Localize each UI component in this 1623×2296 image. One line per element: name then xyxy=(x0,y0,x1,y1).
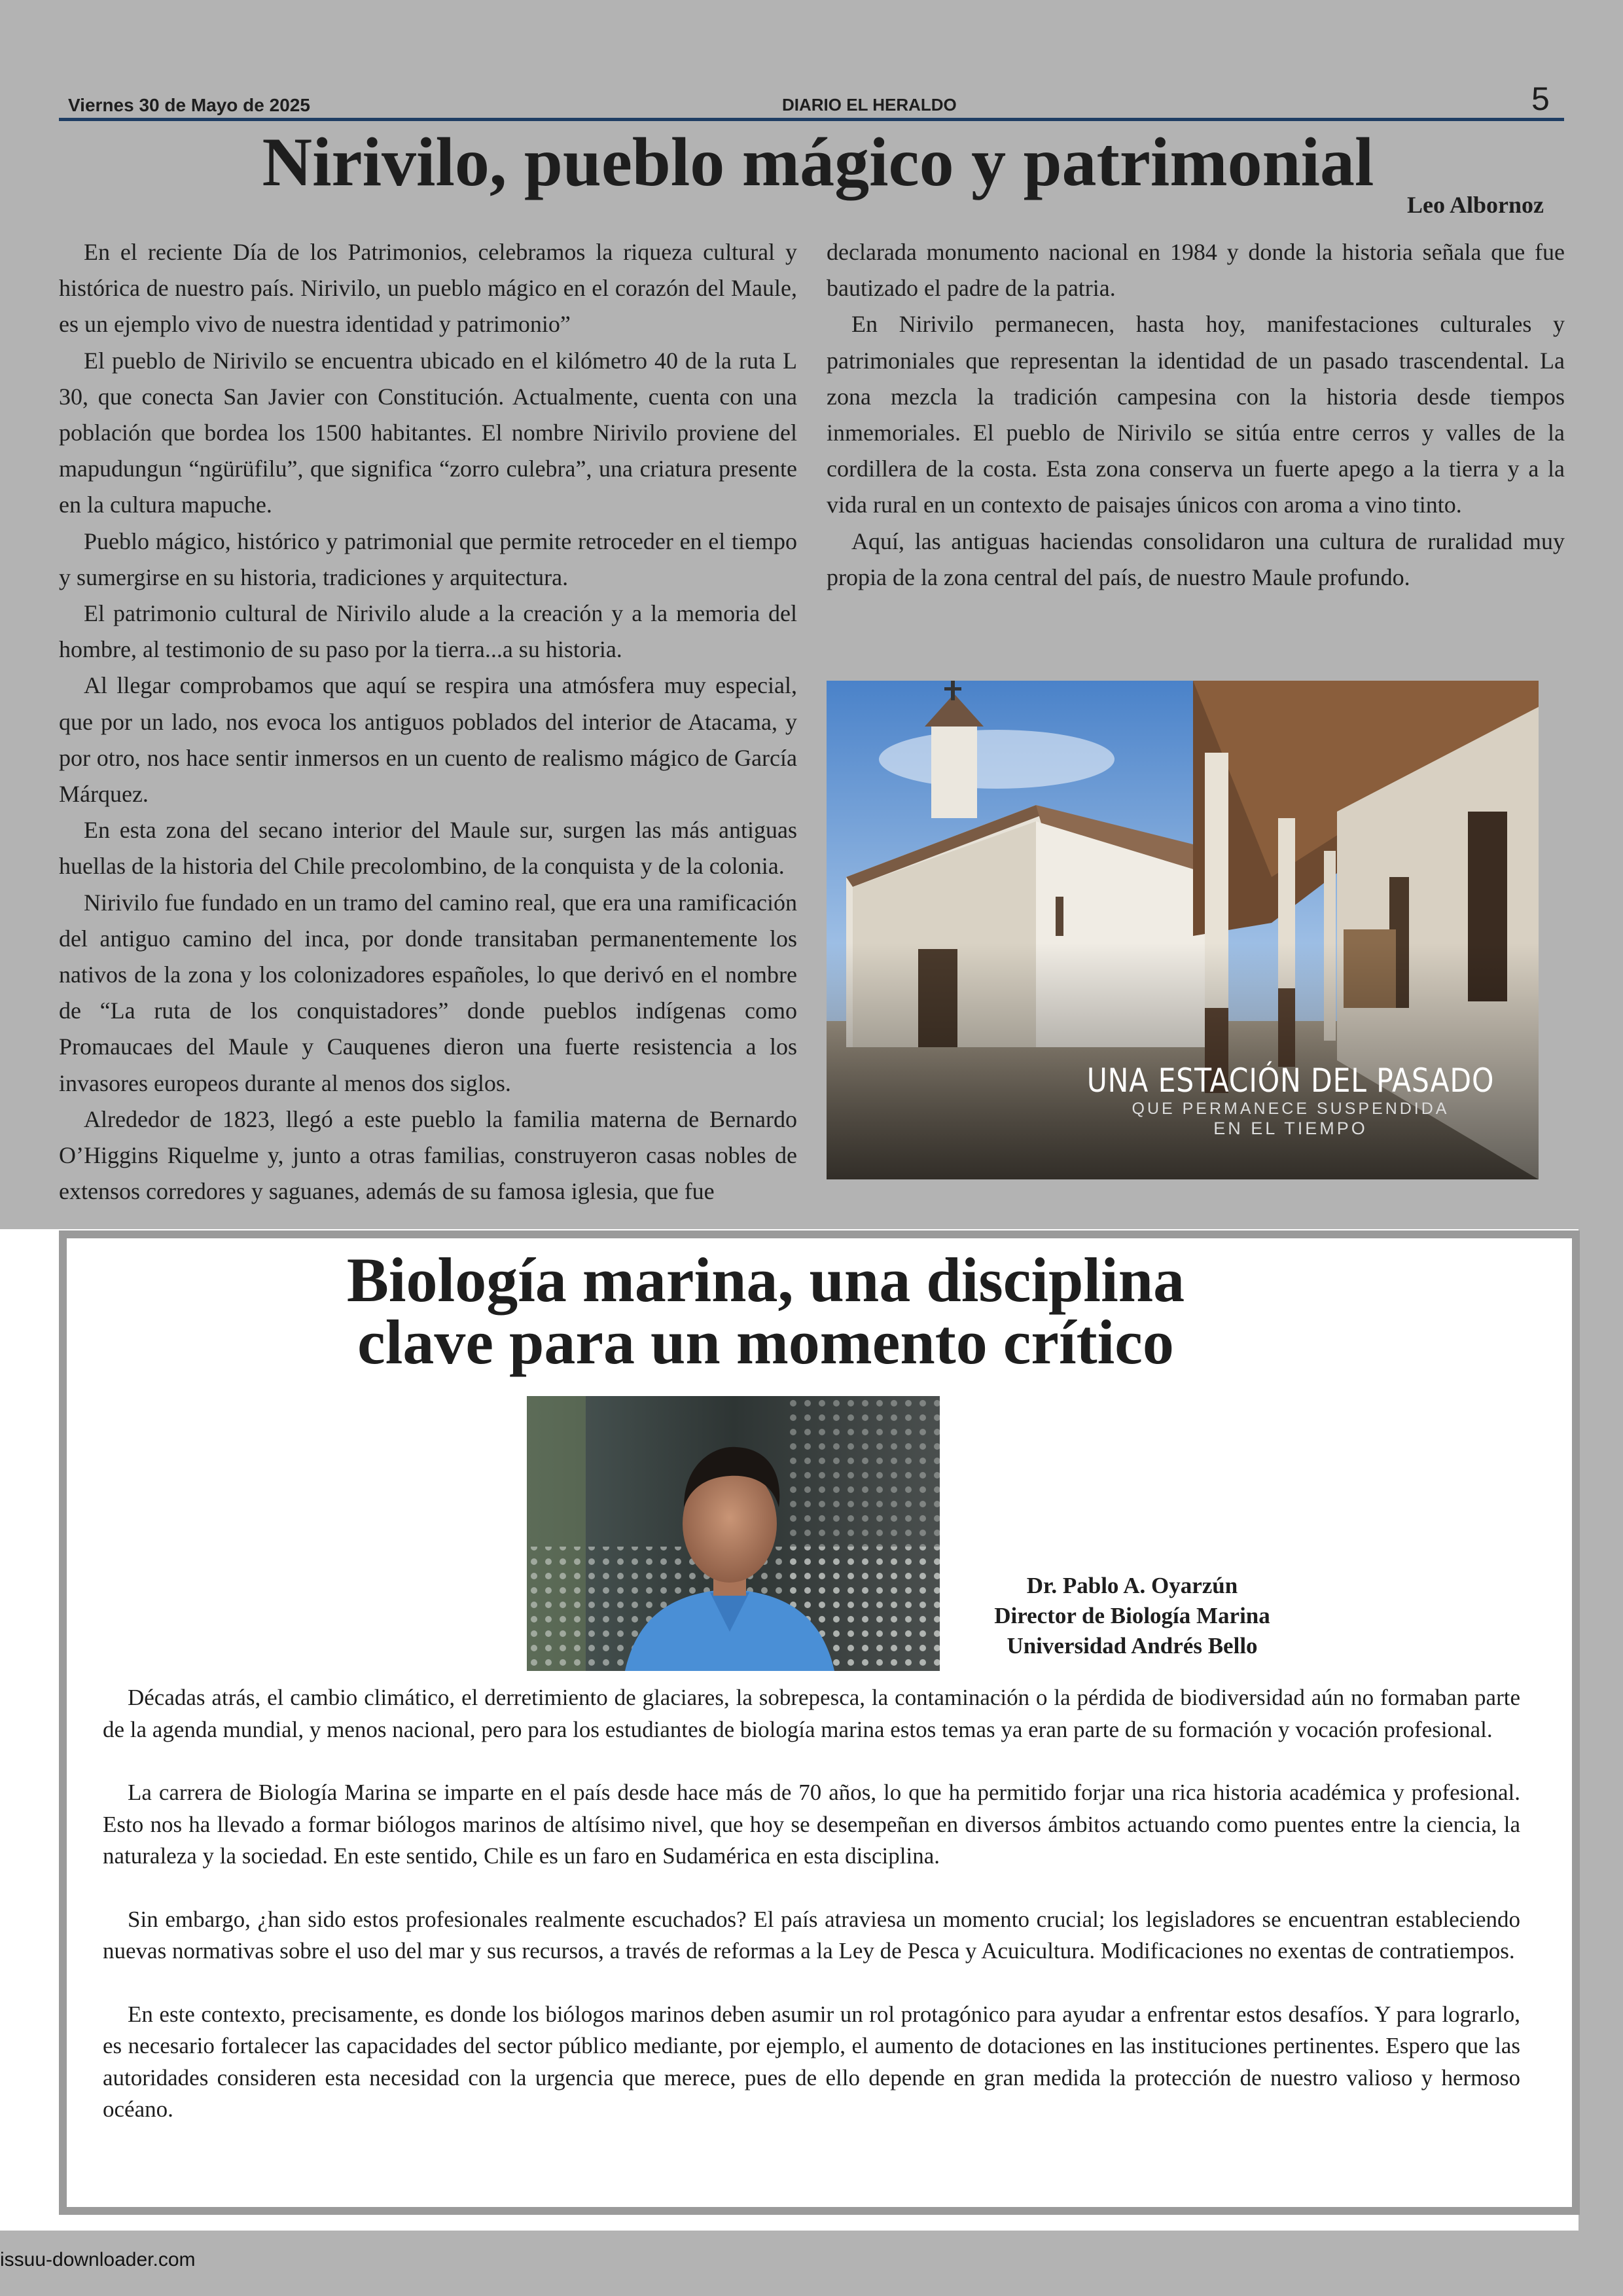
paragraph: Nirivilo fue fundado en un tramo del camino real, que era una ramificación del antiguo camino del inca, por donde transitaban permanentemente los nativos de la zona y los colonizadores españoles, lo que derivó en el nombre de “La ruta de los conquistadores” donde pueblos indígenas como Promaucaes del Maule y Cauquenes dieron una fuerte resistencia a los invasores europeos durante al menos dos siglos. xyxy=(59,889,797,1096)
paragraph: El pueblo de Nirivilo se encuentra ubicado en el kilómetro 40 de la ruta L 30, que conecta San Javier con Constitución. Actualmente, cuenta con una población que bordea los 1500 habitantes. El nombre Nirivilo proviene del mapudungun “ngürüfilu”, que significa “zorro culebra”, una criatura presente en la cultura mapuche. xyxy=(59,347,797,518)
author-name: Dr. Pablo A. Oyarzún xyxy=(1026,1573,1238,1598)
paragraph: La carrera de Biología Marina se imparte en el país desde hace más de 70 años, lo que ha permitido forjar una rica historia académica y profesional. Esto nos ha llevado a formar biólogos marinos de altísimo nivel, que hoy se desempeñan en diversos ámbitos actuando como puentes entre la ciencia, la naturaleza y la sociedad. En este sentido, Chile es un faro en Sudamérica en esta disciplina. xyxy=(103,1780,1520,1869)
paragraph: En este contexto, precisamente, es donde los biólogos marinos deben asumir un rol protagónico para ayudar a enfrentar estos desafíos. Y para lograrlo, es necesario fortalecer las capacidades del sector público mediante, por ejemplo, el aumento de dotaciones en las instituciones pertinentes. Espero que las autoridades consideren esta necesidad con la urgencia que merece, pues de ello depende en gran medida la protección de nuestro valioso y hermoso océano. xyxy=(103,2001,1520,2122)
paragraph: Al llegar comprobamos que aquí se respira una atmósfera muy especial, que por un lado, nos evoca los antiguos poblados del interior de Atacama, y por otro, nos hace sentir inmersos en un cuento de realismo mágico de García Márquez. xyxy=(59,672,797,808)
title-line-1: Biología marina, una disciplina xyxy=(346,1245,1185,1315)
author-role: Director de Biología Marina xyxy=(994,1603,1270,1628)
paragraph: Sin embargo, ¿han sido estos profesionales realmente escuchados? El país atraviesa un momento crucial; los legisladores se encuentran estableciendo nuevas normativas sobre el uso del mar y sus recursos, a través de reformas a la Ley de Pesca y Acuicultura. Modificaciones no exentas de contratiempos. xyxy=(103,1906,1520,1964)
paragraph: declarada monumento nacional en 1984 y donde la historia señala que fue bautizado el padre de la patria. xyxy=(827,239,1565,302)
article-author: Leo Albornoz xyxy=(1407,192,1544,218)
title-line-2: clave para un momento crítico xyxy=(357,1307,1174,1377)
article-column-right xyxy=(827,234,1565,596)
portrait-illustration xyxy=(527,1396,940,1671)
paragraph: Décadas atrás, el cambio climático, el derretimiento de glaciares, la sobrepesca, la contaminación o la pérdida de biodiversidad aún no formaban parte de la agenda mundial, y menos nacional, pero para los estudiantes de biología marina estos temas ya eran parte de su formación y vocación profesional. xyxy=(103,1685,1520,1742)
caption-line-2: QUE PERMANECE SUSPENDIDA xyxy=(1132,1100,1450,1118)
issue-date: Viernes 30 de Mayo de 2025 xyxy=(68,95,310,115)
paragraph: Pueblo mágico, histórico y patrimonial que permite retroceder en el tiempo y sumergirse en su historia, tradiciones y arquitectura. xyxy=(59,528,797,590)
paragraph: En Nirivilo permanecen, hasta hoy, manifestaciones culturales y patrimoniales que representan la identidad de un pasado trascendental. La zona mezcla la tradición campesina con la historia desde tiempos inmemoriales. El pueblo de Nirivilo se sitúa entre cerros y valles de la cordillera de la costa. Esta zona conserva un fuerte apego a la tierra y a la vida rural en un contexto de paisajes únicos con aroma a vino tinto. xyxy=(827,311,1565,518)
paragraph: Alrededor de 1823, llegó a este pueblo la familia materna de Bernardo O’Higgins Riquelme y, junto a otras familias, construyeron casas nobles de extensos corredores y saguanes, además de su famosa iglesia, que fue xyxy=(59,1105,797,1205)
article-title-nirivilo: Nirivilo, pueblo mágico y patrimonial xyxy=(262,124,1374,200)
author-byline xyxy=(962,1571,1302,1661)
watermark-text: issuu-downloader.com xyxy=(0,2249,196,2270)
paragraph: Aquí, las antiguas haciendas consolidaron una cultura de ruralidad muy propia de la zona central del país, de nuestro Maule profundo. xyxy=(827,528,1565,590)
page-number: 5 xyxy=(1531,81,1550,117)
caption-line-1: UNA ESTACIÓN DEL PASADO xyxy=(1086,1062,1495,1100)
article-column-left xyxy=(59,234,797,1210)
caption-line-3: EN EL TIEMPO xyxy=(1213,1119,1368,1138)
paragraph: En el reciente Día de los Patrimonios, celebramos la riqueza cultural y histórica de nuestro país. Nirivilo, un pueblo mágico en el corazón del Maule, es un ejemplo vivo de nuestra identidad y patrimonio” xyxy=(59,239,797,338)
paragraph: El patrimonio cultural de Nirivilo alude a la creación y a la memoria del hombre, al testimonio de su paso por la tierra...a su historia. xyxy=(59,600,797,663)
photo-caption xyxy=(827,1062,1539,1139)
article-title-biologia xyxy=(0,1245,1623,1377)
author-portrait xyxy=(527,1396,940,1671)
newspaper-name: DIARIO EL HERALDO xyxy=(782,95,957,115)
header-rule xyxy=(59,118,1564,121)
article-body-biologia xyxy=(103,1682,1520,2157)
author-institution: Universidad Andrés Bello xyxy=(1007,1633,1258,1659)
paragraph: En esta zona del secano interior del Maule sur, surgen las más antiguas huellas de la historia del Chile precolombino, de la conquista y de la colonia. xyxy=(59,817,797,880)
church-photo xyxy=(827,681,1539,1179)
